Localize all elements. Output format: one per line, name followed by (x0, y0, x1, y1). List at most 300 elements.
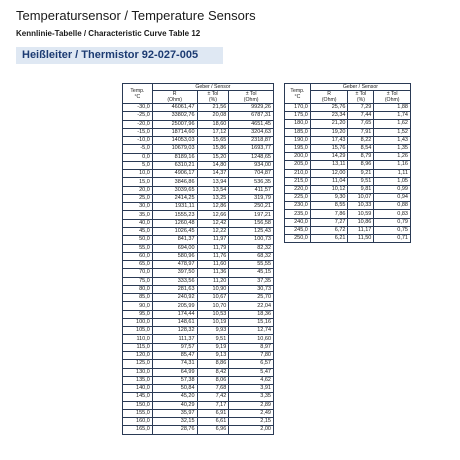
cell-tol-pct: 7,65 (348, 120, 374, 128)
cell-tol-abs: 55,55 (229, 261, 274, 269)
product-name: Heißleiter / Thermistor 92-027-005 (22, 49, 199, 61)
cell-tol-abs: 68,32 (229, 252, 274, 260)
table-row (285, 153, 411, 161)
table-row (123, 426, 274, 434)
cell-tol-abs: 1693,77 (229, 145, 274, 153)
cell-tol-abs: 0,75 (374, 226, 411, 234)
cell-tol-pct: 7,68 (197, 385, 229, 393)
cell-tol-pct: 9,93 (197, 327, 229, 335)
cell-temp: -15,0 (123, 128, 153, 136)
header-r: R (Ohm) (310, 91, 348, 104)
cell-r: 13,11 (310, 161, 348, 169)
cell-temp: 20,0 (123, 186, 153, 194)
table-row (123, 335, 274, 343)
cell-r: 6,72 (310, 226, 348, 234)
cell-temp: 90,0 (123, 302, 153, 310)
table-row (123, 161, 274, 169)
cell-temp: 0,0 (123, 153, 153, 161)
product-banner (16, 47, 223, 64)
header-group: Geber / Sensor (152, 84, 273, 91)
cell-tol-pct: 11,60 (197, 261, 229, 269)
cell-r: 17,43 (310, 136, 348, 144)
cell-r: 21,20 (310, 120, 348, 128)
cell-tol-pct: 6,96 (197, 426, 229, 434)
cell-r: 15,76 (310, 144, 348, 152)
cell-tol-abs: 2,15 (229, 418, 274, 426)
cell-tol-abs: 8,97 (229, 343, 274, 351)
table-row (123, 128, 274, 136)
cell-tol-pct: 10,07 (348, 194, 374, 202)
cell-tol-pct: 18,60 (197, 120, 229, 128)
cell-tol-abs: 3,91 (229, 385, 274, 393)
table-row (123, 153, 274, 161)
cell-tol-pct: 10,67 (197, 294, 229, 302)
cell-r: 240,92 (152, 294, 197, 302)
cell-tol-pct: 12,66 (197, 211, 229, 219)
cell-r: 85,47 (152, 351, 197, 359)
table-row (285, 104, 411, 112)
cell-tol-pct: 11,76 (197, 252, 229, 260)
table-row (285, 120, 411, 128)
cell-temp: 245,0 (285, 226, 311, 234)
cell-tol-pct: 10,53 (197, 310, 229, 318)
cell-tol-pct: 10,33 (348, 202, 374, 210)
cell-tol-abs: 6,57 (229, 360, 274, 368)
table-row (123, 170, 274, 178)
table-row (285, 177, 411, 185)
cell-temp: 130,0 (123, 368, 153, 376)
table-row (123, 285, 274, 293)
cell-temp: 240,0 (285, 218, 311, 226)
cell-tol-abs: 250,21 (229, 203, 274, 211)
cell-tol-abs: 9929,26 (229, 104, 274, 112)
table-row (123, 269, 274, 277)
cell-tol-abs: 10,60 (229, 335, 274, 343)
cell-tol-abs: 934,00 (229, 161, 274, 169)
cell-temp: 40,0 (123, 219, 153, 227)
cell-tol-pct: 13,25 (197, 194, 229, 202)
cell-tol-pct: 9,21 (348, 169, 374, 177)
table-row (123, 244, 274, 252)
table-row (123, 252, 274, 260)
cell-r: 45,20 (152, 393, 197, 401)
cell-r: 6,21 (310, 235, 348, 243)
cell-tol-pct: 17,12 (197, 128, 229, 136)
cell-tol-pct: 11,36 (197, 269, 229, 277)
cell-tol-pct: 10,19 (197, 318, 229, 326)
cell-r: 4906,17 (152, 170, 197, 178)
cell-temp: 10,0 (123, 170, 153, 178)
cell-r: 11,04 (310, 177, 348, 185)
cell-temp: 110,0 (123, 335, 153, 343)
cell-tol-abs: 197,21 (229, 211, 274, 219)
cell-temp: -10,0 (123, 137, 153, 145)
header-temp: Temp. °C (285, 84, 311, 104)
cell-r: 174,44 (152, 310, 197, 318)
cell-tol-abs: 4651,45 (229, 120, 274, 128)
header-tol-abs: ± Tol (Ohm) (374, 91, 411, 104)
cell-tol-pct: 11,50 (348, 235, 374, 243)
cell-r: 148,61 (152, 318, 197, 326)
cell-r: 19,20 (310, 128, 348, 136)
cell-tol-pct: 6,91 (197, 409, 229, 417)
cell-r: 97,57 (152, 343, 197, 351)
table-row (123, 376, 274, 384)
table-row (123, 194, 274, 202)
cell-tol-pct: 9,51 (197, 335, 229, 343)
cell-tol-abs: 0,79 (374, 218, 411, 226)
cell-tol-pct: 7,42 (197, 393, 229, 401)
cell-r: 40,29 (152, 401, 197, 409)
cell-tol-abs: 3204,63 (229, 128, 274, 136)
table-row (123, 302, 274, 310)
cell-r: 74,31 (152, 360, 197, 368)
cell-r: 1026,45 (152, 227, 197, 235)
cell-r: 205,99 (152, 302, 197, 310)
cell-r: 841,37 (152, 236, 197, 244)
cell-r: 8,55 (310, 202, 348, 210)
cell-tol-abs: 1,62 (374, 120, 411, 128)
cell-tol-pct: 10,86 (348, 218, 374, 226)
cell-tol-pct: 9,19 (197, 343, 229, 351)
cell-r: 333,56 (152, 277, 197, 285)
table-row (123, 120, 274, 128)
cell-tol-abs: 2,00 (229, 426, 274, 434)
table-row (123, 393, 274, 401)
cell-tol-abs: 37,35 (229, 277, 274, 285)
cell-temp: 50,0 (123, 236, 153, 244)
cell-tol-pct: 9,81 (348, 185, 374, 193)
cell-r: 14,29 (310, 153, 348, 161)
cell-temp: 235,0 (285, 210, 311, 218)
cell-tol-pct: 14,80 (197, 161, 229, 169)
cell-temp: 105,0 (123, 327, 153, 335)
cell-tol-abs: 1,16 (374, 161, 411, 169)
table-row (123, 385, 274, 393)
table-row (123, 236, 274, 244)
cell-tol-pct: 11,79 (197, 244, 229, 252)
cell-temp: 195,0 (285, 144, 311, 152)
cell-temp: 250,0 (285, 235, 311, 243)
cell-tol-pct: 8,86 (197, 360, 229, 368)
cell-temp: 150,0 (123, 401, 153, 409)
cell-r: 7,86 (310, 210, 348, 218)
cell-temp: 100,0 (123, 318, 153, 326)
table-row (123, 178, 274, 186)
cell-r: 3846,86 (152, 178, 197, 186)
cell-tol-abs: 45,15 (229, 269, 274, 277)
cell-r: 32,15 (152, 418, 197, 426)
cell-tol-abs: 0,99 (374, 185, 411, 193)
cell-r: 1931,11 (152, 203, 197, 211)
cell-r: 10679,03 (152, 145, 197, 153)
cell-tol-pct: 7,44 (348, 112, 374, 120)
cell-tol-pct: 7,91 (348, 128, 374, 136)
cell-temp: 80,0 (123, 285, 153, 293)
table-row (123, 104, 274, 112)
cell-r: 694,00 (152, 244, 197, 252)
cell-tol-pct: 9,13 (197, 351, 229, 359)
cell-r: 57,38 (152, 376, 197, 384)
cell-tol-abs: 4,62 (229, 376, 274, 384)
cell-temp: 45,0 (123, 227, 153, 235)
table-row (285, 161, 411, 169)
table-row (123, 211, 274, 219)
cell-tol-pct: 8,79 (348, 153, 374, 161)
cell-temp: 205,0 (285, 161, 311, 169)
cell-tol-pct: 8,54 (348, 144, 374, 152)
cell-tol-abs: 1248,65 (229, 153, 274, 161)
cell-tol-pct: 6,61 (197, 418, 229, 426)
page-subtitle: Kennlinie-Tabelle / Characteristic Curve Table 12 (16, 29, 201, 38)
cell-temp: 115,0 (123, 343, 153, 351)
curve-table-2 (284, 83, 411, 243)
cell-r: 128,32 (152, 327, 197, 335)
cell-r: 50,84 (152, 385, 197, 393)
cell-tol-pct: 8,42 (197, 368, 229, 376)
cell-r: 46061,47 (152, 104, 197, 112)
table-row (123, 401, 274, 409)
cell-tol-pct: 15,86 (197, 145, 229, 153)
cell-tol-abs: 536,35 (229, 178, 274, 186)
header-tol-abs: ± Tol (Ohm) (229, 91, 274, 104)
cell-temp: 190,0 (285, 136, 311, 144)
cell-tol-pct: 15,65 (197, 137, 229, 145)
cell-temp: 215,0 (285, 177, 311, 185)
table-row (285, 194, 411, 202)
table-row (123, 203, 274, 211)
table-row (285, 202, 411, 210)
cell-r: 33802,76 (152, 112, 197, 120)
cell-tol-abs: 1,52 (374, 128, 411, 136)
table-row (123, 318, 274, 326)
table-row (123, 368, 274, 376)
table-row (285, 112, 411, 120)
table-row (123, 418, 274, 426)
cell-tol-abs: 1,88 (374, 104, 411, 112)
cell-temp: 75,0 (123, 277, 153, 285)
table-row (285, 169, 411, 177)
table-row (123, 186, 274, 194)
cell-r: 10,12 (310, 185, 348, 193)
cell-tol-pct: 12,86 (197, 203, 229, 211)
cell-tol-pct: 10,59 (348, 210, 374, 218)
table-row (285, 226, 411, 234)
table-row (123, 310, 274, 318)
cell-r: 7,27 (310, 218, 348, 226)
cell-tol-abs: 15,16 (229, 318, 274, 326)
cell-tol-abs: 22,04 (229, 302, 274, 310)
cell-tol-abs: 18,36 (229, 310, 274, 318)
cell-tol-pct: 8,22 (348, 136, 374, 144)
cell-temp: 15,0 (123, 178, 153, 186)
cell-tol-abs: 82,32 (229, 244, 274, 252)
cell-tol-abs: 704,87 (229, 170, 274, 178)
cell-tol-abs: 2318,87 (229, 137, 274, 145)
cell-temp: 35,0 (123, 211, 153, 219)
cell-tol-abs: 125,43 (229, 227, 274, 235)
cell-tol-pct: 7,17 (197, 401, 229, 409)
cell-tol-pct: 13,94 (197, 178, 229, 186)
cell-tol-pct: 11,97 (197, 236, 229, 244)
cell-tol-abs: 12,74 (229, 327, 274, 335)
cell-tol-abs: 0,88 (374, 202, 411, 210)
cell-tol-abs: 2,89 (229, 401, 274, 409)
table-row (285, 144, 411, 152)
cell-temp: 185,0 (285, 128, 311, 136)
cell-tol-pct: 10,90 (197, 285, 229, 293)
cell-temp: 70,0 (123, 269, 153, 277)
cell-tol-pct: 14,37 (197, 170, 229, 178)
cell-temp: 120,0 (123, 351, 153, 359)
cell-temp: 220,0 (285, 185, 311, 193)
cell-r: 580,96 (152, 252, 197, 260)
cell-r: 25007,96 (152, 120, 197, 128)
table-row (123, 137, 274, 145)
cell-temp: -30,0 (123, 104, 153, 112)
cell-temp: 5,0 (123, 161, 153, 169)
cell-tol-abs: 30,73 (229, 285, 274, 293)
table-row (123, 351, 274, 359)
cell-tol-abs: 411,57 (229, 186, 274, 194)
cell-tol-abs: 6787,31 (229, 112, 274, 120)
cell-temp: 30,0 (123, 203, 153, 211)
table-row (123, 112, 274, 120)
table-row (285, 136, 411, 144)
table-row (285, 128, 411, 136)
cell-r: 397,50 (152, 269, 197, 277)
cell-r: 478,97 (152, 261, 197, 269)
curve-table-1 (122, 83, 274, 435)
cell-r: 25,76 (310, 104, 348, 112)
cell-r: 111,37 (152, 335, 197, 343)
cell-tol-abs: 25,70 (229, 294, 274, 302)
cell-temp: 160,0 (123, 418, 153, 426)
cell-temp: 230,0 (285, 202, 311, 210)
table-row (285, 235, 411, 243)
cell-r: 6310,21 (152, 161, 197, 169)
cell-tol-abs: 2,49 (229, 409, 274, 417)
cell-tol-abs: 0,94 (374, 194, 411, 202)
cell-tol-pct: 11,17 (348, 226, 374, 234)
cell-r: 35,97 (152, 409, 197, 417)
cell-temp: 25,0 (123, 194, 153, 202)
cell-temp: 95,0 (123, 310, 153, 318)
table-row (123, 343, 274, 351)
cell-temp: 180,0 (285, 120, 311, 128)
cell-tol-pct: 12,42 (197, 219, 229, 227)
cell-temp: 55,0 (123, 244, 153, 252)
cell-temp: 145,0 (123, 393, 153, 401)
cell-temp: 210,0 (285, 169, 311, 177)
cell-r: 8189,16 (152, 153, 197, 161)
cell-tol-abs: 319,79 (229, 194, 274, 202)
cell-tol-abs: 5,47 (229, 368, 274, 376)
cell-temp: -20,0 (123, 120, 153, 128)
cell-temp: -5,0 (123, 145, 153, 153)
cell-tol-abs: 1,26 (374, 153, 411, 161)
cell-tol-abs: 1,74 (374, 112, 411, 120)
cell-r: 9,30 (310, 194, 348, 202)
cell-tol-pct: 21,56 (197, 104, 229, 112)
cell-tol-pct: 8,96 (348, 161, 374, 169)
cell-temp: 200,0 (285, 153, 311, 161)
page-title: Temperatursensor / Temperature Sensors (16, 8, 256, 23)
header-tol-pct: ± Tol (%) (348, 91, 374, 104)
cell-tol-abs: 1,35 (374, 144, 411, 152)
cell-tol-abs: 0,71 (374, 235, 411, 243)
table-row (123, 145, 274, 153)
table-row (123, 409, 274, 417)
table-row (285, 185, 411, 193)
table-row (285, 218, 411, 226)
table-row (123, 294, 274, 302)
cell-tol-pct: 20,08 (197, 112, 229, 120)
header-group: Geber / Sensor (310, 84, 410, 91)
cell-tol-pct: 13,54 (197, 186, 229, 194)
header-temp: Temp. °C (123, 84, 153, 104)
cell-tol-pct: 8,06 (197, 376, 229, 384)
table-row (123, 327, 274, 335)
cell-tol-pct: 9,51 (348, 177, 374, 185)
cell-tol-pct: 12,22 (197, 227, 229, 235)
cell-r: 1260,48 (152, 219, 197, 227)
table-row (123, 227, 274, 235)
cell-temp: 60,0 (123, 252, 153, 260)
cell-r: 28,76 (152, 426, 197, 434)
cell-temp: 170,0 (285, 104, 311, 112)
cell-r: 281,63 (152, 285, 197, 293)
cell-tol-pct: 7,29 (348, 104, 374, 112)
cell-r: 18714,60 (152, 128, 197, 136)
table-row (123, 277, 274, 285)
cell-r: 64,99 (152, 368, 197, 376)
cell-tol-abs: 1,05 (374, 177, 411, 185)
cell-temp: 155,0 (123, 409, 153, 417)
cell-temp: 85,0 (123, 294, 153, 302)
cell-temp: -25,0 (123, 112, 153, 120)
cell-tol-abs: 1,11 (374, 169, 411, 177)
cell-r: 23,34 (310, 112, 348, 120)
cell-r: 12,00 (310, 169, 348, 177)
table-row (123, 261, 274, 269)
cell-temp: 140,0 (123, 385, 153, 393)
header-tol-pct: ± Tol (%) (197, 91, 229, 104)
cell-temp: 125,0 (123, 360, 153, 368)
cell-tol-abs: 1,43 (374, 136, 411, 144)
cell-tol-pct: 11,20 (197, 277, 229, 285)
cell-r: 2414,25 (152, 194, 197, 202)
cell-temp: 135,0 (123, 376, 153, 384)
table-row (285, 210, 411, 218)
cell-temp: 65,0 (123, 261, 153, 269)
cell-tol-abs: 7,80 (229, 351, 274, 359)
cell-tol-abs: 100,73 (229, 236, 274, 244)
cell-temp: 225,0 (285, 194, 311, 202)
header-r: R (Ohm) (152, 91, 197, 104)
table-row (123, 360, 274, 368)
cell-temp: 165,0 (123, 426, 153, 434)
cell-tol-abs: 156,58 (229, 219, 274, 227)
cell-r: 3039,65 (152, 186, 197, 194)
cell-r: 14053,03 (152, 137, 197, 145)
cell-temp: 175,0 (285, 112, 311, 120)
cell-r: 1555,23 (152, 211, 197, 219)
table-row (123, 219, 274, 227)
cell-tol-pct: 10,70 (197, 302, 229, 310)
cell-tol-abs: 3,35 (229, 393, 274, 401)
cell-tol-pct: 15,20 (197, 153, 229, 161)
